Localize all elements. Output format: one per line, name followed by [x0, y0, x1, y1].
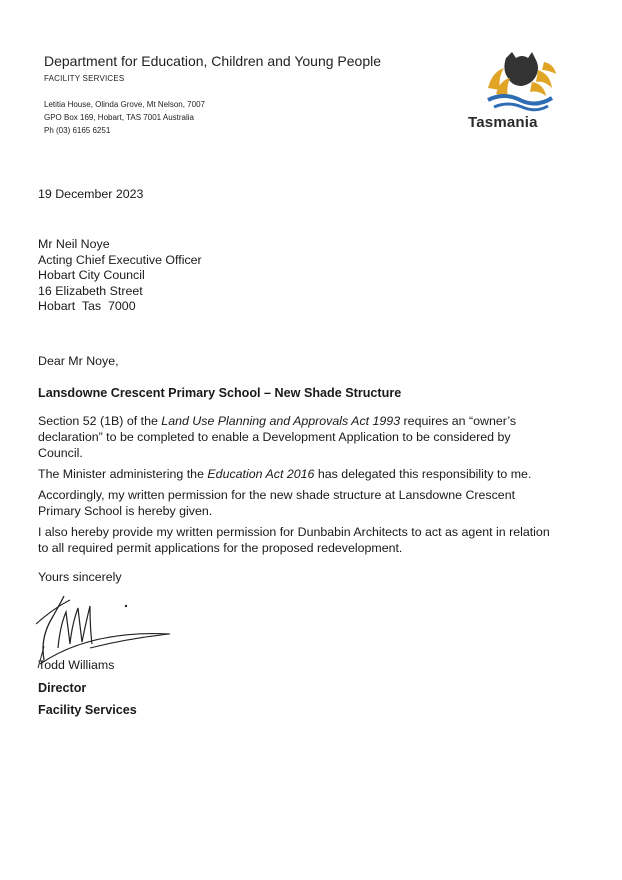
letter-body	[38, 413, 558, 561]
act-title: Education Act 2016	[207, 467, 315, 481]
recipient-block	[38, 236, 202, 314]
recipient-line: Mr Neil Noye	[38, 237, 110, 251]
address-line: Letitia House, Olinda Grove, Mt Nelson, 7007	[44, 100, 205, 109]
logo-leaf	[530, 82, 546, 96]
unit-name: FACILITY SERVICES	[44, 74, 125, 83]
logo-leaf	[542, 62, 556, 74]
signer-name: Todd Williams	[38, 658, 115, 672]
text-run: requires an “owner’s declaration” to be completed to enable a Development Application to be considered by Council.	[38, 414, 517, 460]
signer-department: Facility Services	[38, 703, 137, 717]
subject-line: Lansdowne Crescent Primary School – New Shade Structure	[38, 386, 402, 400]
salutation: Dear Mr Noye,	[38, 354, 119, 368]
logo-wave	[488, 96, 552, 104]
recipient-line: Acting Chief Executive Officer	[38, 252, 202, 267]
text-run: Section 52 (1B) of the	[38, 414, 162, 428]
phone-line: Ph (03) 6165 6251	[44, 126, 111, 135]
department-name: Department for Education, Children and Young People	[44, 53, 382, 69]
paragraph	[38, 413, 558, 461]
recipient-line: Hobart Tas 7000	[38, 299, 136, 313]
logo-head	[504, 52, 538, 86]
recipient-line: 16 Elizabeth Street	[38, 283, 143, 298]
paragraph: Accordingly, my written permission for the new shade structure at Lansdowne Crescent Primary School is hereby given.	[38, 488, 516, 518]
signer-title: Director	[38, 681, 87, 695]
recipient-line: Hobart City Council	[38, 268, 145, 282]
text-run: has delegated this responsibility to me.	[314, 467, 532, 481]
letter-date: 19 December 2023	[38, 187, 144, 201]
text-run: The Minister administering the	[38, 467, 208, 481]
act-title: Land Use Planning and Approvals Act 1993	[161, 414, 401, 428]
address-line: GPO Box 169, Hobart, TAS 7001 Australia	[44, 113, 195, 122]
closing: Yours sincerely	[38, 570, 122, 584]
paragraph: I also hereby provide my written permission for Dunbabin Architects to act as agent in relation to all required permit applications for the proposed redevelopment.	[38, 525, 550, 555]
logo-wordmark: Tasmania	[468, 114, 538, 131]
paragraph	[38, 466, 558, 482]
